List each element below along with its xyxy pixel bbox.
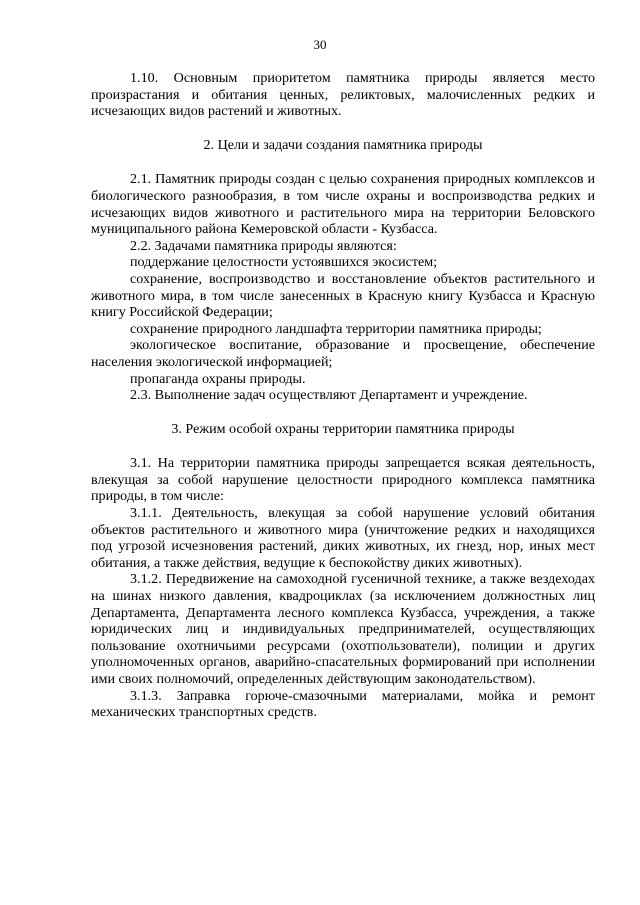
paragraph-3-1-2: 3.1.2. Передвижение на самоходной гусеничной технике, а также вездеходах на шинах низкого давления, квадроциклах (за исключением должностных лиц Департамента, Департамента лесного комплекса Кузбасса, учреждения, а также юридических лиц и индивидуальных предпринимателей, осуществляющих пользование охотничьими ресурсами (охотпользователи), полиции и других уполномоченных органов, аварийно-спасательных формирований при исполнении ими своих полномочий, определенных действующим законодательством).: [91, 571, 595, 687]
task-item: пропаганда охраны природы.: [130, 370, 306, 387]
paragraph-2-3: 2.3. Выполнение задач осуществляют Департамент и учреждение.: [130, 387, 528, 404]
paragraph-2-1: 2.1. Памятник природы создан с целью сохранения природных комплексов и биологического разнообразия, в том числе охраны и воспроизводства редких и исчезающих видов животного и растительного мира на территории Беловского муниципального района Кемеровской области - Кузбасса.: [91, 171, 595, 238]
page-number: 30: [313, 37, 327, 52]
paragraph-3-1-3: 3.1.3. Заправка горюче-смазочными материалами, мойка и ремонт механических транспортных средств.: [91, 687, 595, 721]
paragraph-3-1: 3.1. На территории памятника природы запрещается всякая деятельность, влекущая за собой нарушение целостности природного комплекса памятника природы, в том числе:: [91, 455, 595, 505]
section-3-heading: 3. Режим особой охраны территории памятника природы: [171, 420, 515, 437]
task-item: сохранение природного ландшафта территории памятника природы;: [130, 320, 542, 337]
task-item: поддержание целостности устоявшихся экосистем;: [130, 254, 438, 271]
task-item: сохранение, воспроизводство и восстановление объектов растительного и животного мира, в том числе занесенных в Красную книгу Кузбасса и Красную книгу Российской Федерации;: [91, 270, 595, 321]
task-item: экологическое воспитание, образование и просвещение, обеспечение населения экологической информацией;: [91, 337, 595, 370]
section-2-heading: 2. Цели и задачи создания памятника природы: [203, 136, 483, 153]
paragraph-1-10: 1.10. Основным приоритетом памятника природы является место произрастания и обитания ценных, реликтовых, малочисленных редких и исчезающих видов растений и животных.: [91, 70, 595, 120]
paragraph-3-1-1: 3.1.1. Деятельность, влекущая за собой нарушение условий обитания объектов растительного и животного мира (уничтожение редких и находящихся под угрозой исчезновения растений, диких животных, их гнезд, нор, иных мест обитания, а также действия, ведущие к беспокойству диких животных).: [91, 505, 595, 571]
paragraph-2-2: 2.2. Задачами памятника природы являются:: [130, 237, 397, 254]
document-body: [91, 70, 595, 721]
